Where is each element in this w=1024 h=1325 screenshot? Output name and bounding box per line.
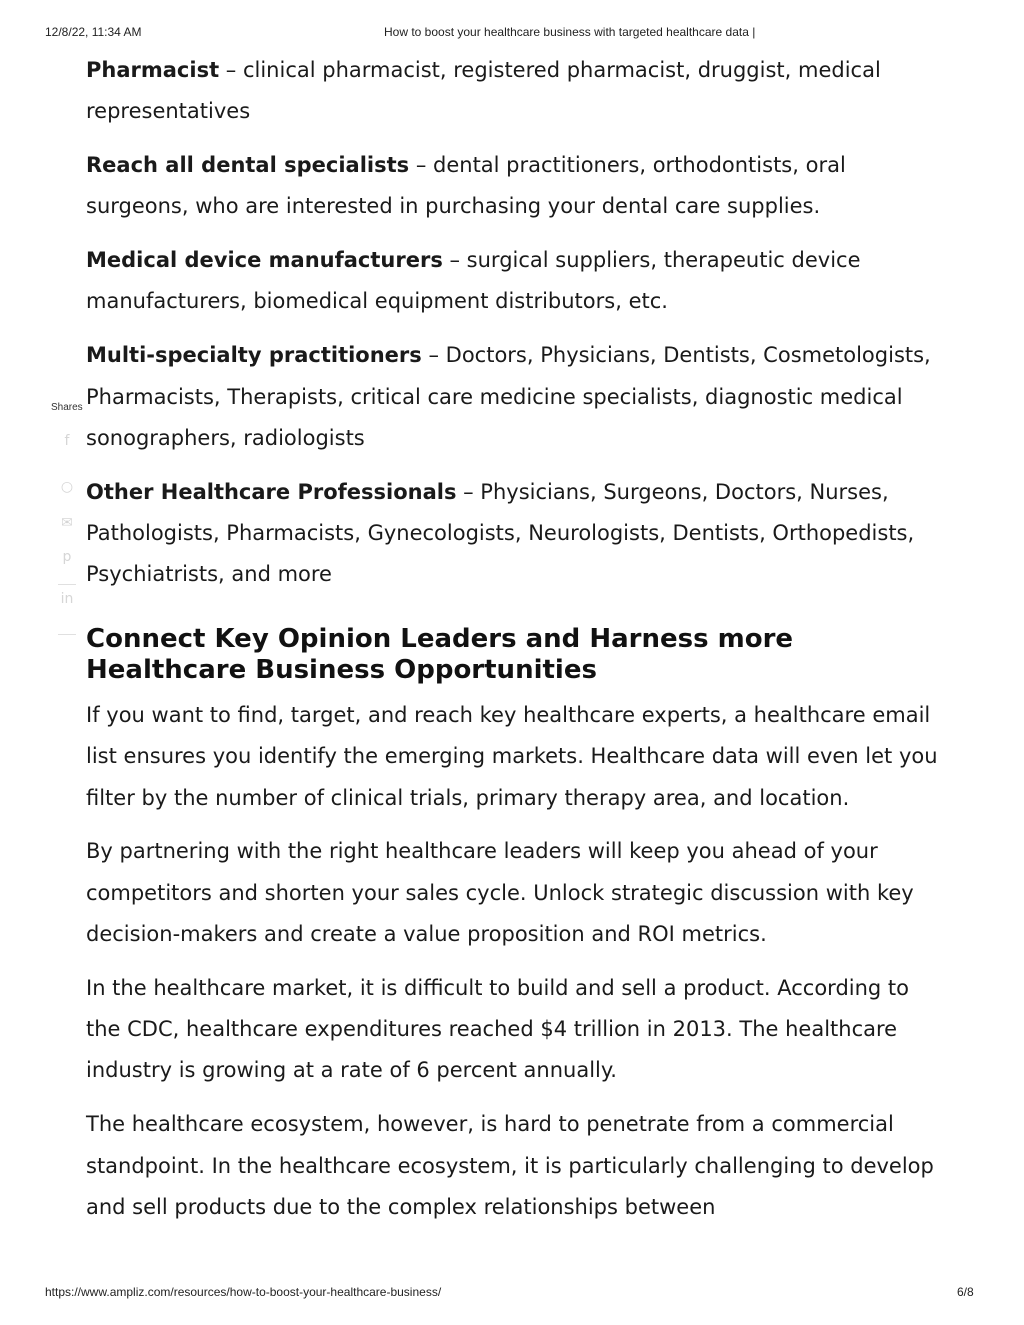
list-item-term: Pharmacist	[86, 58, 220, 82]
print-datetime: 12/8/22, 11:34 AM	[45, 25, 142, 39]
paragraph: The healthcare ecosystem, however, is hard to penetrate from a commercial standpoint. In the healthcare ecosystem, it is particularly challenging to develop and sell products due to the complex relationships between	[86, 1112, 934, 1219]
facebook-icon[interactable]: f	[64, 433, 70, 449]
list-item	[86, 472, 946, 596]
list-item	[86, 145, 946, 228]
list-item-desc: – dental practitioners, orthodontists, oral surgeons, who are interested in purchasing your dental care supplies.	[86, 153, 846, 219]
list-item-term: Other Healthcare Professionals	[86, 479, 457, 504]
list-item-desc: – surgical suppliers, therapeutic device manufacturers, biomedical equipment distributors, etc.	[86, 248, 861, 314]
print-url: https://www.ampliz.com/resources/how-to-boost-your-healthcare-business/	[45, 1285, 442, 1299]
print-page-title: How to boost your healthcare business with targeted healthcare data |	[384, 25, 756, 39]
list-item-term: Reach all dental specialists	[86, 153, 410, 178]
list-item	[86, 240, 946, 323]
paragraph: If you want to find, target, and reach key healthcare experts, a healthcare email list ensures you identify the emerging markets. Healthcare data will even let you filter by the number of clinical trials, primary therapy area, and location.	[86, 703, 938, 810]
pinterest-icon[interactable]: p	[62, 549, 72, 565]
page-number: 6/8	[957, 1285, 974, 1299]
list-item-desc: – clinical pharmacist, registered pharmacist, druggist, medical representatives	[86, 58, 881, 124]
list-item	[86, 50, 946, 133]
share-more-icon[interactable]	[58, 634, 76, 635]
list-item-term: Medical device manufacturers	[86, 248, 443, 273]
paragraph: In the healthcare market, it is difficult to build and sell a product. According to the CDC, healthcare expenditures reached $4 trillion in 2013. The healthcare industry is growing at a rate of 6 percent annually.	[86, 975, 909, 1083]
paragraph: By partnering with the right healthcare leaders will keep you ahead of your competitors and shorten your sales cycle. Unlock strategic discussion with key decision-makers and create a value proposition and ROI metrics.	[86, 839, 914, 947]
linkedin-icon[interactable]: in	[60, 591, 74, 607]
email-icon[interactable]: ✉	[61, 515, 73, 531]
print-footer	[0, 1285, 1024, 1301]
article-content	[86, 50, 946, 1241]
list-item-term: Multi-specialty practitioners	[86, 343, 422, 368]
shares-label: Shares	[51, 402, 83, 413]
section-heading: Connect Key Opinion Leaders and Harness more Healthcare Business Opportunities	[86, 624, 794, 686]
share-divider	[58, 584, 76, 585]
print-header	[0, 25, 1024, 41]
list-item-desc: – Doctors, Physicians, Dentists, Cosmetologists, Pharmacists, Therapists, critical care medicine specialists, diagnostic medical sonographers, radiologists	[86, 343, 931, 450]
list-item	[86, 335, 946, 459]
list-item-desc: – Physicians, Surgeons, Doctors, Nurses, Pathologists, Pharmacists, Gynecologists, Neurologists, Dentists, Orthopedists, Psychiatrists, and more	[86, 479, 915, 587]
share-rail	[48, 402, 88, 652]
twitter-icon[interactable]: ○	[60, 479, 74, 495]
